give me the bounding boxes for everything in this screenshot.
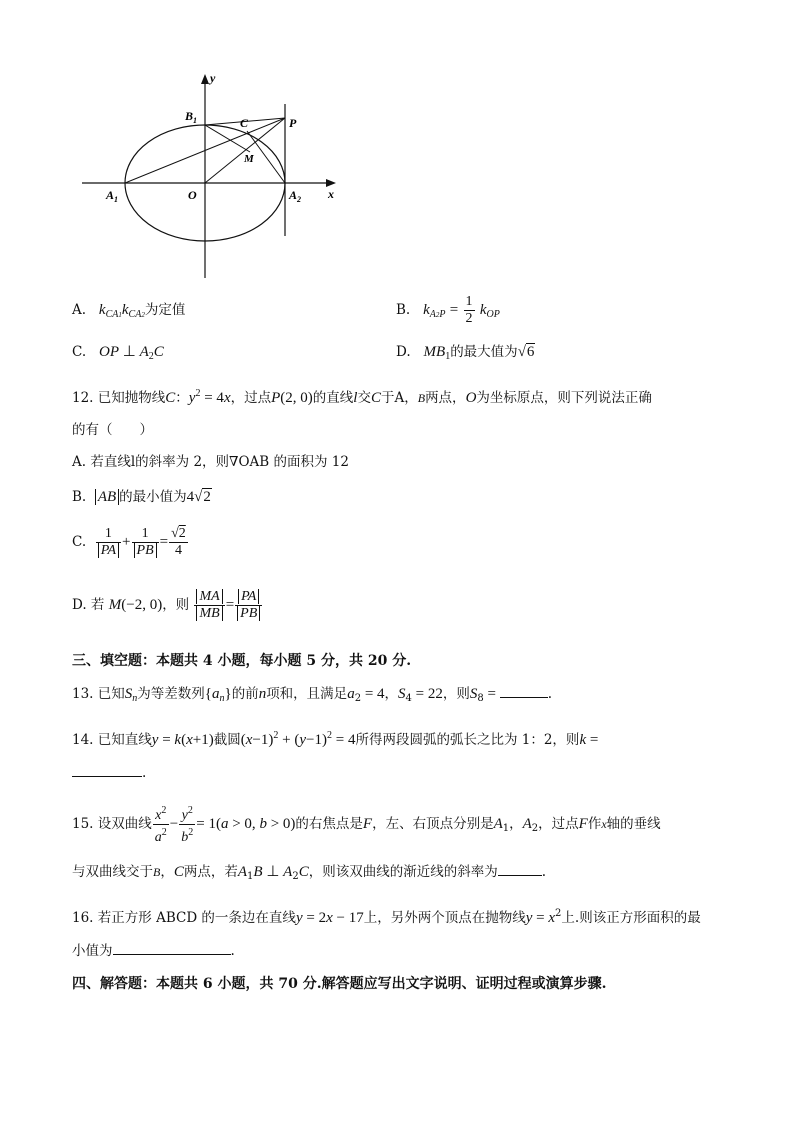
label-a1: A: [106, 188, 115, 202]
q11-option-b: B. $k_{A2P}$ = $\frac{1}{2}$ $k_{OP}$: [396, 294, 500, 326]
q12-option-c: C. $\frac{1}{PA}$ + $\frac{1}{PB}$ = $\frac{√2}{4}$: [72, 526, 186, 558]
ellipse-figure: [70, 68, 360, 288]
label-b1-sub: 1: [193, 116, 198, 125]
label-a2-sub: 2: [297, 195, 302, 204]
q16-line2: 小值为 .: [72, 943, 235, 959]
label-a2: A: [289, 188, 298, 202]
label-a1-sub: 1: [114, 195, 119, 204]
q12-option-a: A. 若直线l的斜率为 2，则∇OAB 的面积为 12: [72, 454, 349, 470]
label-o: O: [188, 188, 197, 202]
q12-stem-line1: 12. 已知抛物线C：$y^2 = 4x$，过点P(2, 0)的直线l交C于A，B两点，O为坐标原点，则下列说法正确: [72, 388, 652, 406]
q15-line1: 15. 设双曲线 $\frac{x^2}{a^2}$ − $\frac{y^2}{b^2}$ = 1(a > 0, b > 0)的右焦点是F，左、右顶点分别是$A_1$，$A_2$，过点F作x轴的垂线: [72, 805, 661, 845]
label-m: M: [244, 153, 254, 165]
q14-line2: .: [72, 764, 146, 782]
q12-option-b: B. AB 的最小值为4√2: [72, 489, 211, 505]
q16-line1: 16. 若正方形 ABCD 的一条边在直线y = 2x − 17上，另外两个顶点在抛物线$y = x^2$上.则该正方形面积的最: [72, 908, 701, 926]
q14-line1: 14. 已知直线y = k(x+1)截圆$(x-1)^2 + (y-1)^2 = 4$所得两段圆弧的弧长之比为 1：2，则k =: [72, 730, 599, 748]
q13: 13. 已知$S_n$为等差数列$\{a_n\}$的前n项和，且满足$a_2 = 4$，$S_4 = 22$，则$S_8$ = .: [72, 686, 553, 704]
label-x: x: [328, 187, 334, 201]
section-3-heading: 三、填空题：本题共 4 小题，每小题 5 分，共 20 分.: [72, 653, 412, 669]
section-4-heading: 四、解答题：本题共 6 小题，共 70 分.解答题应写出文字说明、证明过程或演算步骤.: [72, 976, 607, 992]
q12-stem-line2: 的有（ ）: [72, 422, 153, 438]
q15-line2: 与双曲线交于B，C两点，若$A_1B$ ⊥ $A_2C$，则该双曲线的渐近线的斜率为 .: [72, 864, 547, 882]
q12-option-d: D. 若 M(−2, 0)，则 $\frac{MA}{MB}$ = $\frac{PA}{PB}$: [72, 589, 263, 622]
svg-text:B1: [184, 109, 197, 125]
label-b1: B: [185, 109, 194, 123]
svg-text:A2: [288, 188, 301, 204]
q11-option-d: D. $MB_1$的最大值为√6: [396, 344, 535, 362]
q11-option-a: A. $k_{CA1}k_{CA2}$为定值: [72, 302, 186, 320]
svg-text:A1: [105, 188, 118, 204]
label-p: P: [289, 116, 297, 130]
label-c: C: [240, 116, 249, 130]
label-y: y: [210, 71, 216, 85]
q11-option-c: C. OP ⊥ $A_2C$: [72, 344, 164, 362]
